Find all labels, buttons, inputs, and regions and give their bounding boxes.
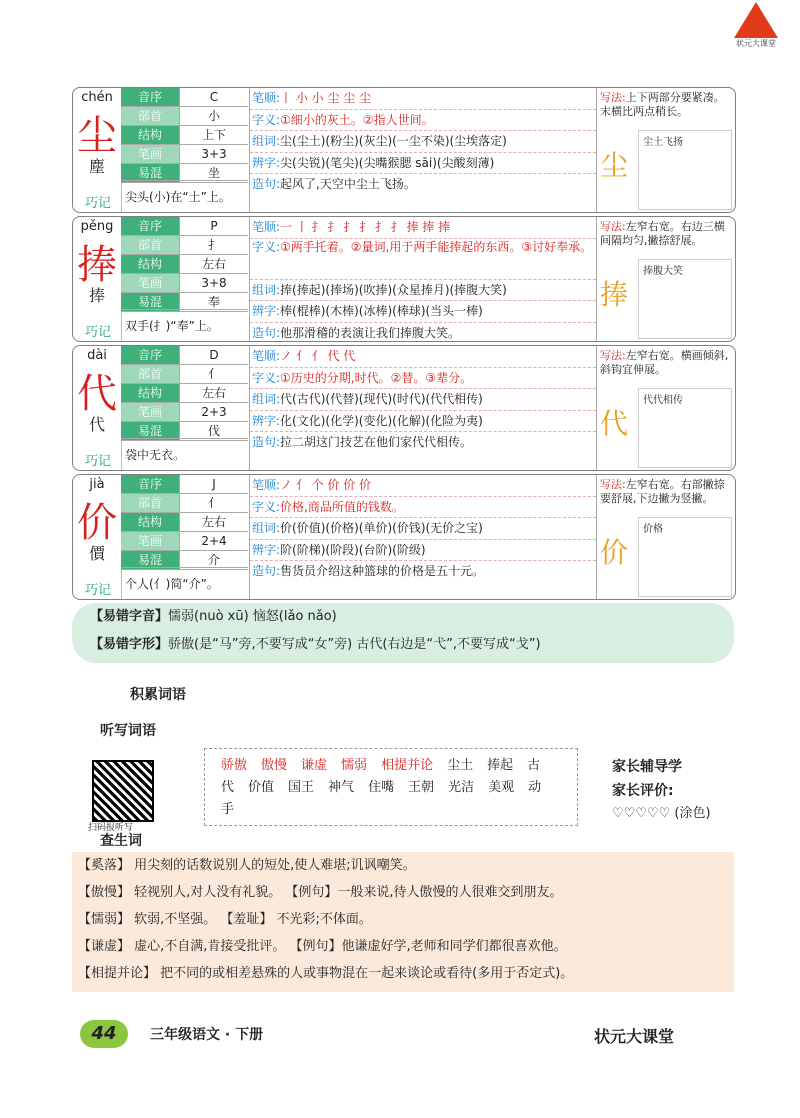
word-item: 懦弱 [341,758,368,773]
glossary-entry: 【懦弱】 软弱,不坚强。 【羞耻】 不光彩;不体面。 [78,912,372,927]
trad-char: 價 [88,544,105,563]
glossary-entry: 【相提并论】 把不同的或相差悬殊的人或事物混在一起来谈论或看待(多用于否定式)。 [78,966,574,981]
pinyin: chén [81,90,113,105]
footer [80,1020,734,1050]
pinyin: dài [87,348,107,363]
section-chasheng: 查生词 [100,833,142,849]
word-item: 神气 [328,780,355,795]
word-item: 住嘴 [368,780,395,795]
word-list [204,748,578,826]
word-item: 价值 [248,780,275,795]
char: 价 [77,500,117,546]
word-item: 美观 [488,780,515,795]
section-jilei: 积累词语 [130,687,186,703]
glossary-entry: 【奚落】 用尖刻的话数说别人的短处,使人难堪;讥讽嘲笑。 [78,858,416,873]
parent-guide: 家长辅导学 家长评价: [612,759,682,799]
glossary-entry: 【谦虚】 虚心,不自满,肯接受批评。 【例句】他谦虚好学,老师和同学们都很喜欢他。 [78,939,567,954]
char: 代 [77,371,117,417]
section-tingxie: 听写词语 [100,723,156,739]
word-item: 骄傲 [221,758,248,773]
word-item: 王朝 [408,780,435,795]
brand-logo: 状元大课堂 [730,0,782,62]
pinyin: pěng [80,219,114,234]
glossary-entry: 【傲慢】 轻视别人,对人没有礼貌。 【例句】一般来说,待人傲慢的人很难交到朋友。 [78,885,563,900]
word-item: 光洁 [448,780,475,795]
word-item: 动手 [221,780,542,817]
word-item: 国王 [288,780,315,795]
page-number: 44 [80,1020,128,1048]
trad-char: 代 [88,415,105,434]
brand-label: 状元大课堂 [593,1027,674,1046]
word-item: 捧起 [487,758,514,773]
char-card: pěng 捧 捧 音序 P 部首 扌 结构 左右 笔画 3+8 易混 奉 巧记 双手(扌)“奉”上。 笔顺:一 丨 扌 扌 扌 扌 扌 扌 捧 捧 捧 字义:①两手托着。②量词,用于两手能捧起的东西。③讨好奉承。 组词:捧(捧起)(捧场)(吹捧)(众星捧月)(捧腹大笑) 辨字:棒(棍棒)(木棒)(冰棒)(棒球)(当头一棒) 造句:他那滑稽的表演让我们捧腹大笑。 写法:左窄右宽。右边三横间隔均匀,撇捺舒展。 捧 捧腹大笑 [72,216,736,342]
word-item: 傲慢 [261,758,288,773]
error-box: 【易错字音】懦弱(nuò xū) 恼怒(lǎo nǎo) 【易错字形】骄傲(是“马”旁,不要写成“女”旁) 古代(右边是“弋”,不要写成“戈”) [72,603,734,663]
char-card: chén 尘 塵 音序 C 部首 小 结构 上下 笔画 3+3 易混 坐 巧记 尖头(小)在“土”上。 笔顺:丨 小 小 尘 尘 尘 字义:①细小的灰土。②指人世间。 组词:尘(尘土)(粉尘)(灰尘)(一尘不染)(尘埃落定) 辨字:尖(尖锐)(笔尖)(尖嘴猴腮 sāi)(尖酸刻薄) 造句:起风了,天空中尘土飞扬。 写法:上下两部分要紧凑。末横比两点稍长。 尘 尘土飞扬 [72,87,736,213]
trad-char: 捧 [88,286,105,305]
word-item: 古代 [221,758,541,795]
word-item: 尘土 [447,758,474,773]
trad-char: 塵 [88,157,105,176]
qr-code[interactable] [92,760,154,822]
word-item: 谦虚 [301,758,328,773]
char: 尘 [77,113,117,159]
rating-hearts[interactable]: ♡♡♡♡♡ (涂色) [612,806,711,821]
grade-label: 三年级语文 · 下册 [150,1027,264,1043]
glossary [72,852,734,992]
char-card: jià 价 價 音序 J 部首 亻 结构 左右 笔画 2+4 易混 介 巧记 个人(亻)简“介”。 笔顺:ノ 亻 个 价 价 价 字义:价格,商品所值的钱数。 组词:价(价值)(价格)(单价)(价钱)(无价之宝) 辨字:阶(阶梯)(阶段)(台阶)(阶级) 造句:售货员介绍这种篮球的价格是五十元。 写法:左窄右宽。右部撇捺要舒展,下边撇为竖撇。 价 价格 [72,474,736,600]
char-card: dài 代 代 音序 D 部首 亻 结构 左右 笔画 2+3 易混 伐 巧记 袋中无衣。 笔顺:ノ 亻 亻 代 代 字义:①历史的分期,时代。②替。③辈分。 组词:代(古代)(代替)(现代)(时代)(代代相传) 辨字:化(文化)(化学)(变化)(化解)(化险为夷) 造句:拉二胡这门技艺在他们家代代相传。 写法:左窄右宽。横画倾斜,斜钩宜伸展。 代 代代相传 [72,345,736,471]
char: 捧 [77,242,117,288]
word-item: 相提并论 [381,758,434,773]
qr-caption: 扫码报听写 [88,823,134,833]
pinyin: jià [89,477,105,492]
